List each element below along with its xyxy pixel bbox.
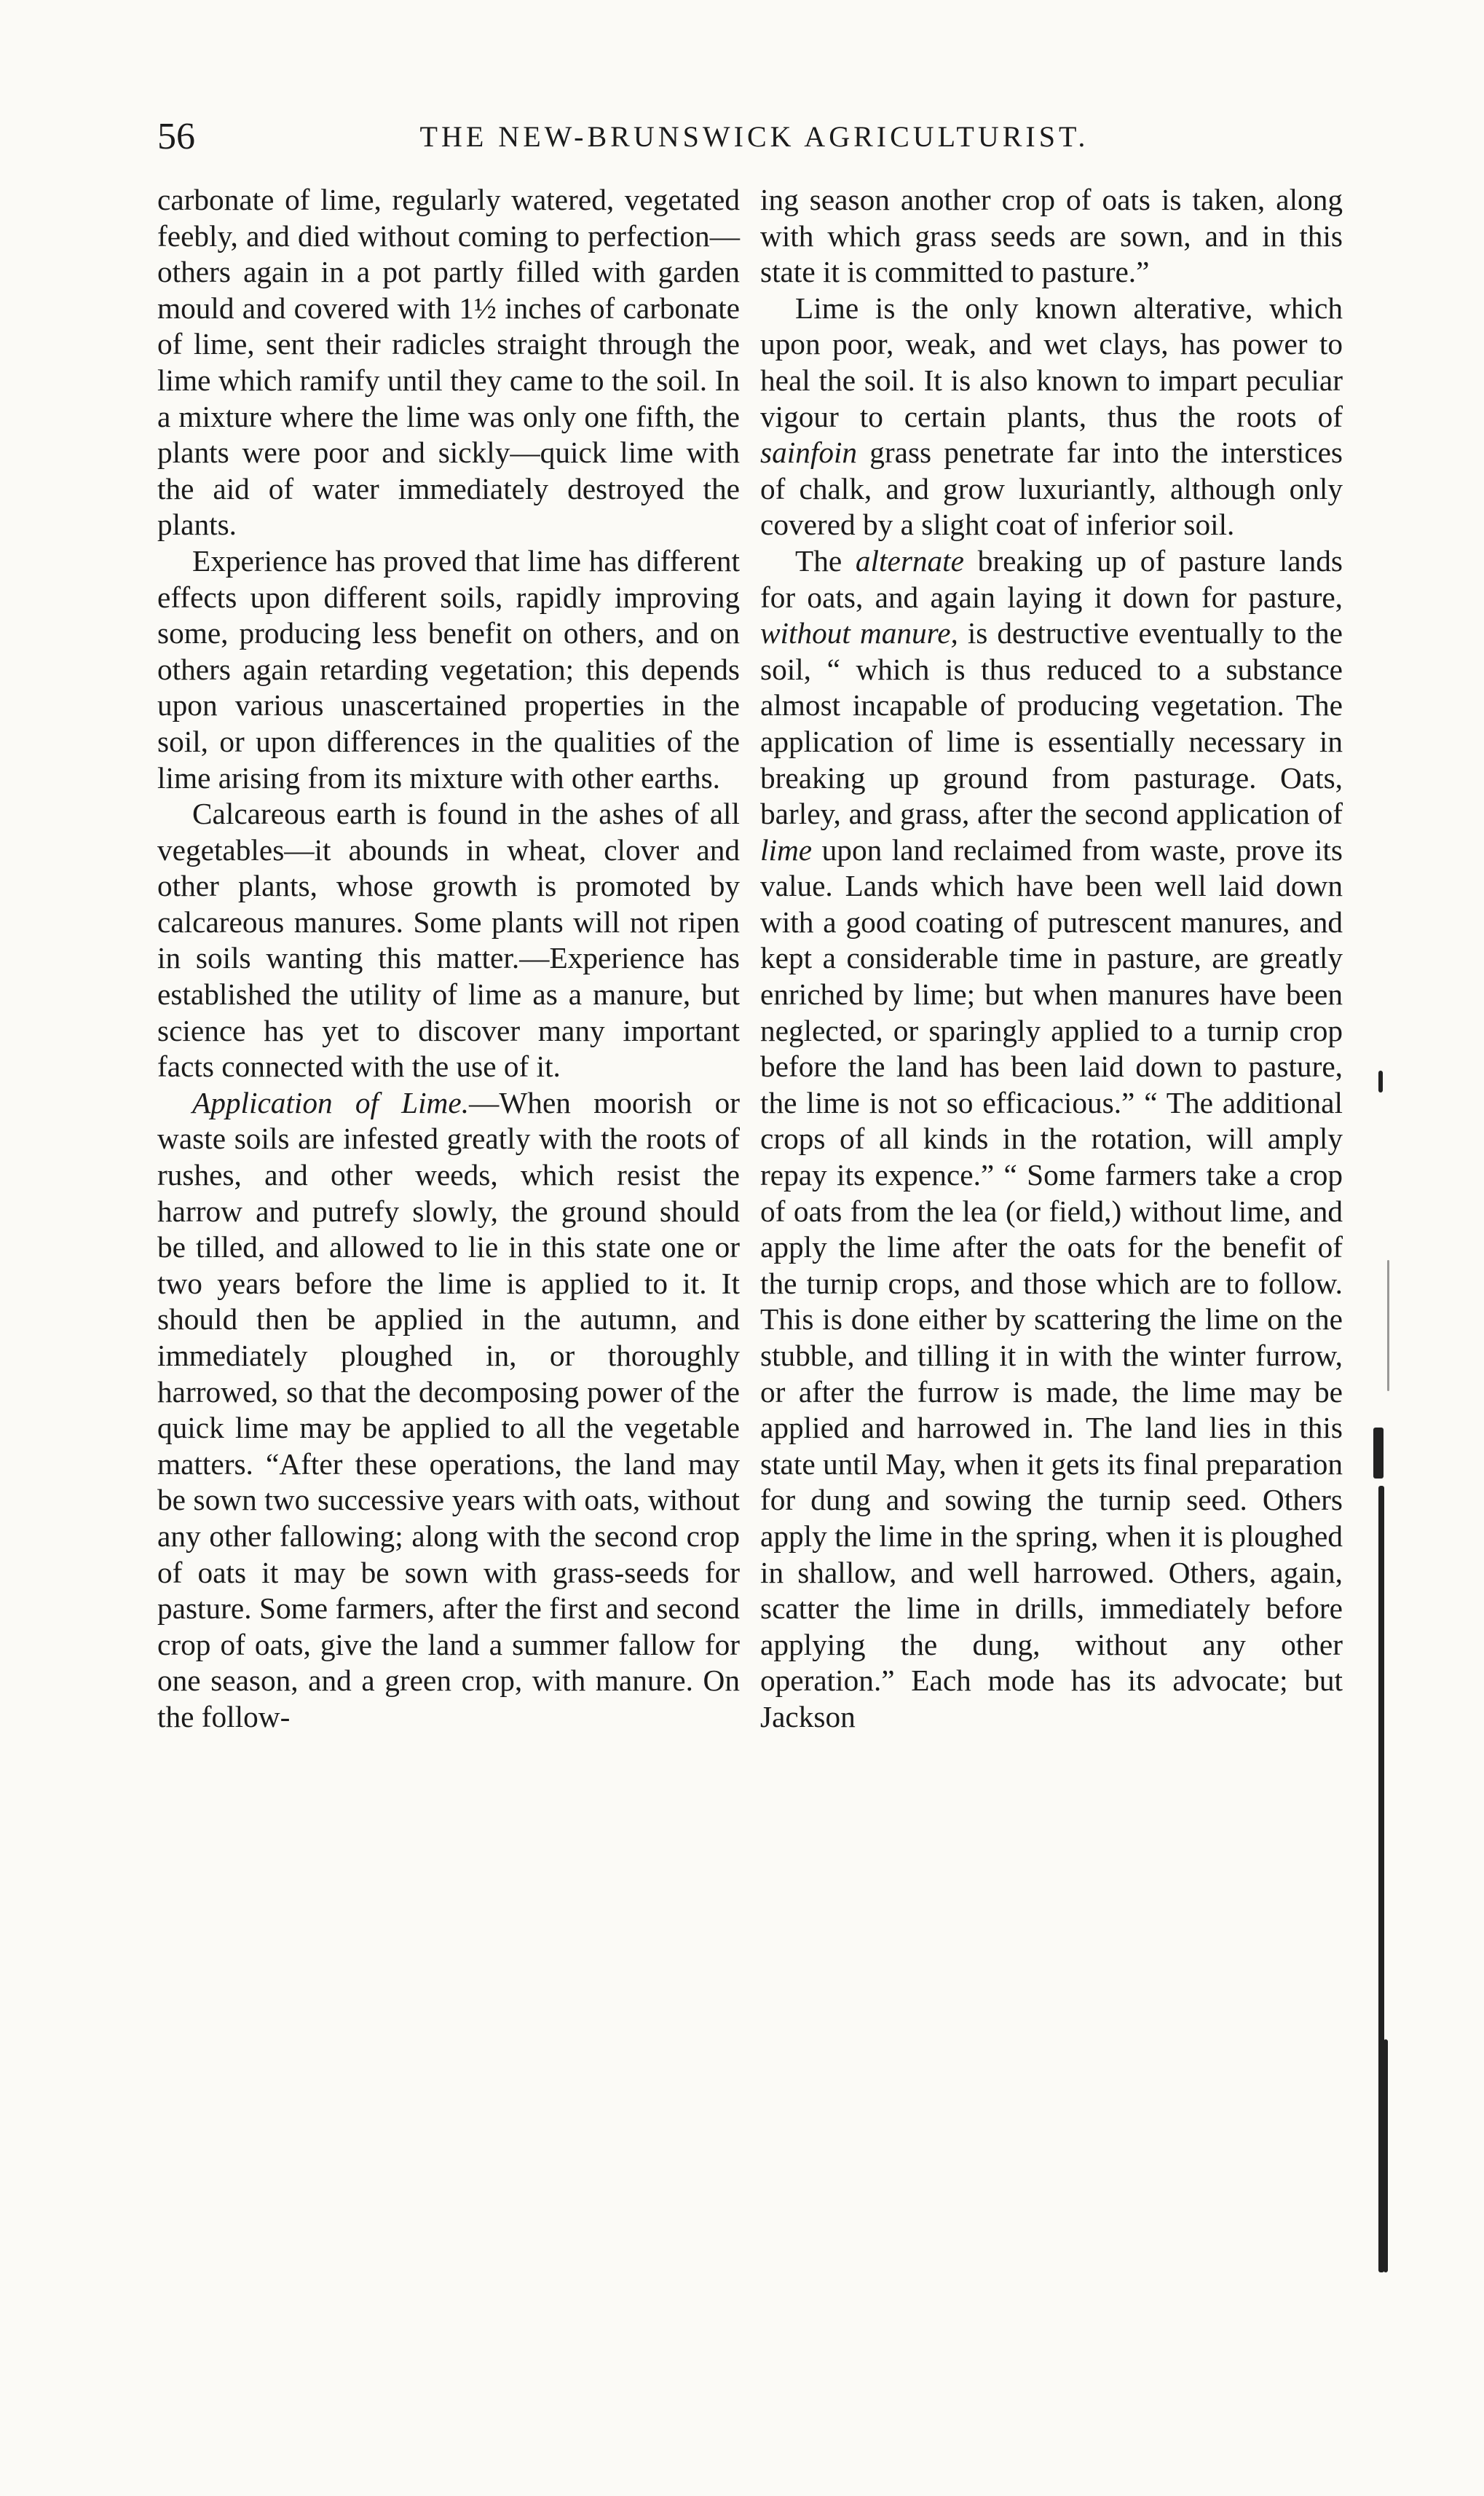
paragraph: Experience has proved that lime has different effects upon different soils, rapidly improving some, producing less benefit on others, and on others again retarding vegetation; this depends upon various unascertained properties in the soil, or upon differences in the qualities of the lime arising from its mixture with other earths. <box>157 543 740 795</box>
page-header <box>157 108 1351 166</box>
running-title: THE NEW-BRUNSWICK AGRICULTURIST. <box>419 120 1089 153</box>
section-heading: Application of Lime. <box>192 1085 470 1119</box>
italic-term: sainfoin <box>760 436 858 470</box>
left-column <box>157 182 740 1736</box>
page-number: 56 <box>157 116 195 157</box>
paragraph <box>760 543 1343 1736</box>
italic-term: alternate <box>855 543 964 578</box>
paragraph <box>157 1085 740 1736</box>
paragraph-text: —When moorish or waste soils are infested greatly with the roots of rushes, and other weeds, which resist the harrow and putrefy slowly, the ground should be tilled, and allowed to lie in this state one or two years before the lime is applied to it. It should then be applied in the autumn, and immediately ploughed in, or thoroughly harrowed, so that the decomposing power of the quick lime may be applied to all the vegetable matters. “After these operations, the land may be sown two successive years with oats, without any other fallowing; along with the second crop of oats it may be sown with grass-seeds for pasture. Some farmers, after the first and second crop of oats, give the land a summer fallow for one season, and a green crop, with manure. On the follow- <box>157 1085 740 1733</box>
paragraph-text: is destructive eventually to the soil, “ which is thus reduced to a substance almost incapable of producing vegetation. The application of lime is essentially necessary in breaking up ground from pasturage. Oats, barley, and grass, after the second application of <box>760 616 1343 831</box>
paragraph <box>760 291 1343 543</box>
paragraph-text: upon land reclaimed from waste, prove its value. Lands which have been well laid down with a good coating of putrescent manures, and kept a considerable time in pasture, are greatly enriched by lime; but when manures have been neglected, or sparingly applied to a turnip crop before the land has been laid down to pasture, the lime is not so efficacious.” “ The additional crops of all kinds in the rotation, will amply repay its expence.” “ Some farmers take a crop of oats from the lea (or field,) without lime, and apply the lime after the oats for the benefit of the turnip crops, and those which are to follow. This is done either by scattering the lime on the stubble, and tilling it in with the winter furrow, or after the furrow is made, the lime may be applied and harrowed in. The land lies in this state until May, when it gets its final preparation for dung and sowing the turnip seed. Others apply the lime in the spring, when it is ploughed in shallow, and well harrowed. Others, again, scatter the lime in drills, immediately before applying the dung, without any other operation.” Each mode has its advocate; but Jackson <box>760 832 1343 1733</box>
right-column <box>760 182 1343 1736</box>
italic-term: without manure, <box>760 616 958 650</box>
paragraph: ing season another crop of oats is taken, along with which grass seeds are sown, and in this state it is committed to pasture.” <box>760 183 1343 289</box>
paragraph-text: The <box>795 543 856 578</box>
paragraph: Calcareous earth is found in the ashes of all vegetables—it abounds in wheat, clover and other plants, whose growth is promoted by calcareous manures. Some plants will not ripen in soils wanting this matter.—Experience has established the utility of lime as a manure, but science has yet to discover many important facts connected with the use of it. <box>157 797 740 1084</box>
paragraph-text: breaking up of pasture lands for oats, and again laying it down for pasture, <box>760 543 1343 614</box>
paragraph-text: grass penetrate far into the interstices of chalk, and grow luxuriantly, although only covered by a slight coat of inferior soil. <box>760 436 1343 542</box>
paragraph-text: Lime is the only known alterative, which upon poor, weak, and wet clays, has power to heal the soil. It is also known to impart peculiar vigour to certain plants, thus the roots of <box>760 291 1343 433</box>
paragraph: carbonate of lime, regularly watered, vegetated feebly, and died without coming to perfection—others again in a pot partly filled with garden mould and covered with 1½ inches of carbonate of lime, sent their radicles straight through the lime which ramify until they came to the soil. In a mixture where the lime was only one fifth, the plants were poor and sickly—quick lime with the aid of water immediately destroyed the plants. <box>157 183 740 542</box>
italic-term: lime <box>760 832 813 867</box>
